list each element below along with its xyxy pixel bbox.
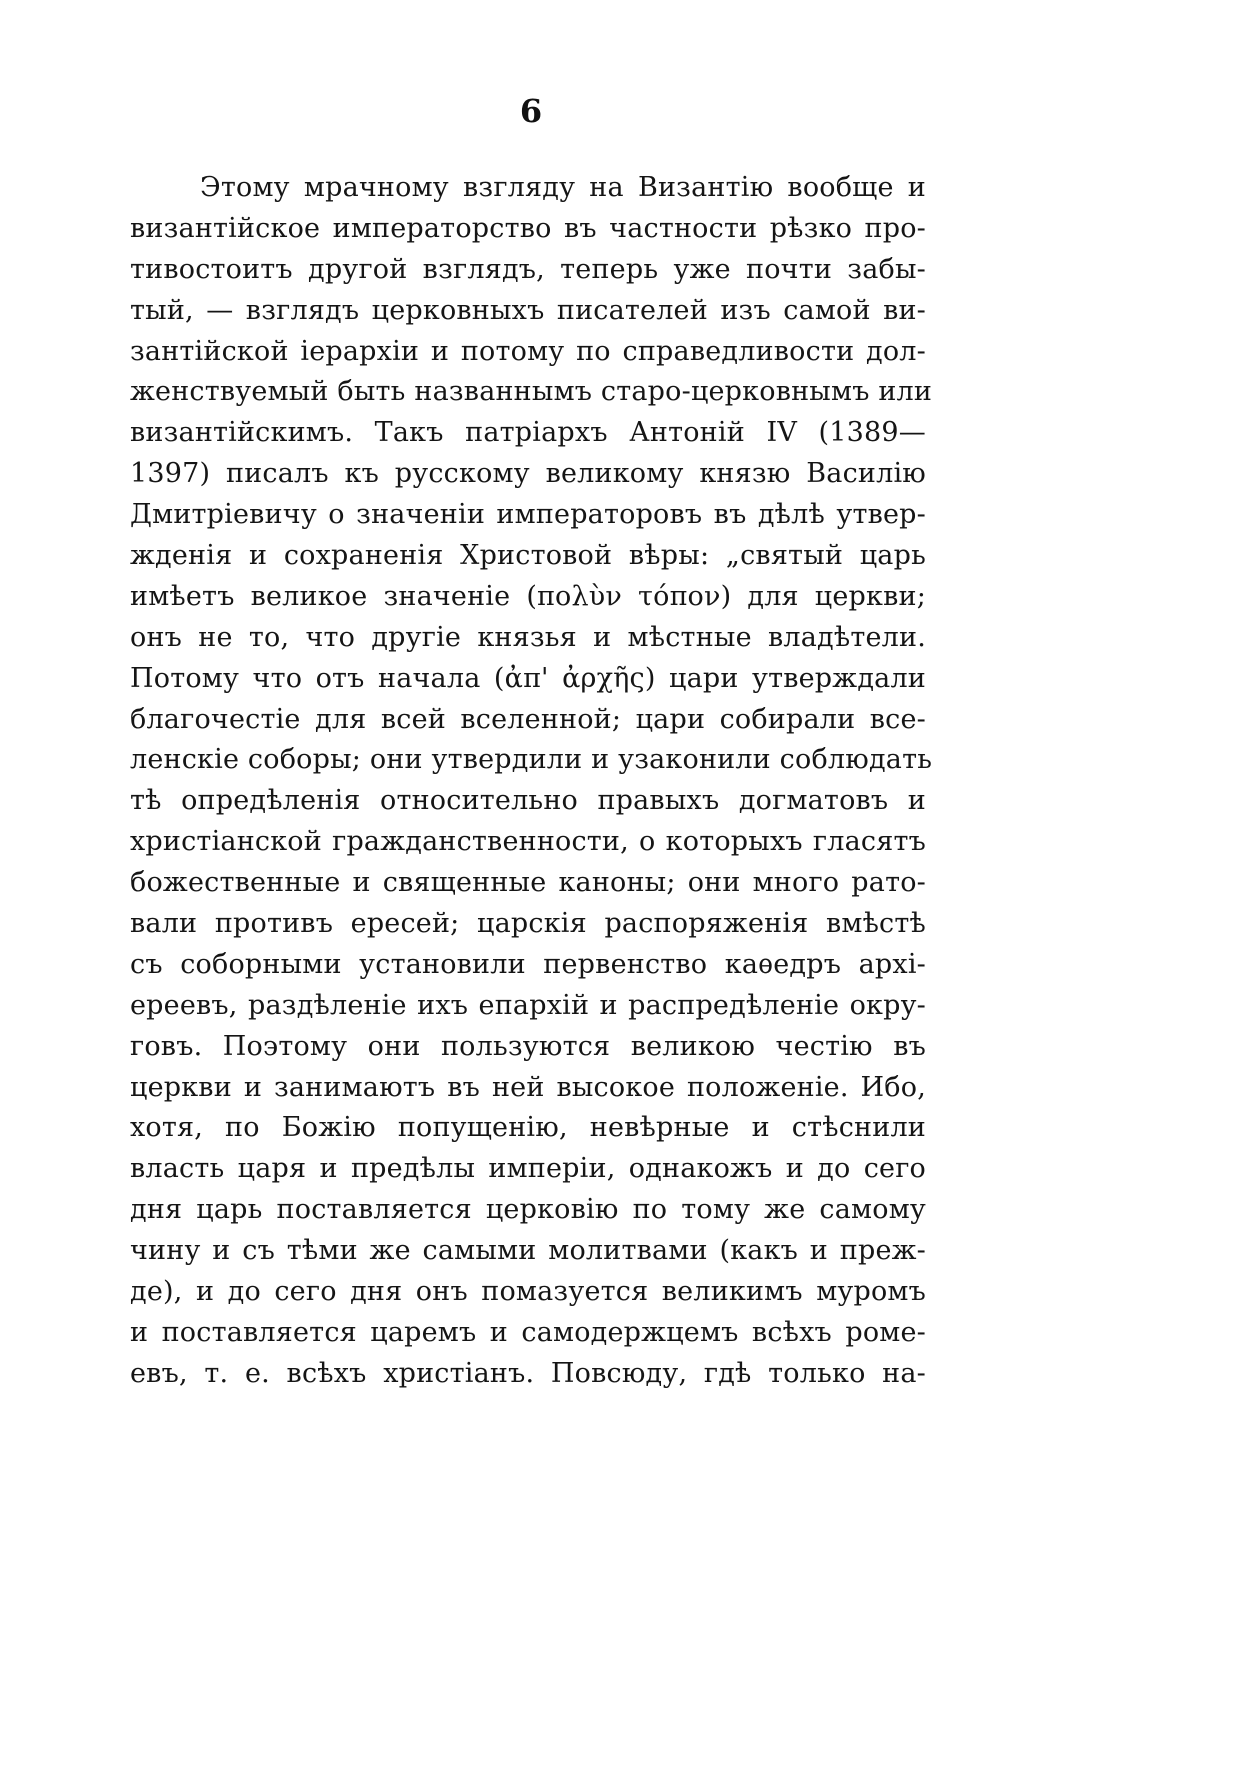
text-line: Этому мрачному взгляду на Византію вообще и: [200, 172, 926, 203]
text-line: дня царь поставляется церковію по тому же самому: [130, 1194, 926, 1226]
text-line: де), и до сего дня онъ помазуется великимъ муромъ: [130, 1276, 926, 1308]
text-line: жденія и сохраненія Христовой вѣры: „святый царь: [130, 540, 926, 572]
text-line: женствуемый быть названнымъ старо-церковнымъ или: [130, 376, 933, 408]
text-line: 1397) писалъ къ русскому великому князю Василію: [130, 458, 926, 490]
text-line: Потому что отъ начала (ἀπ' ἀρχῆς) цари утверждали: [130, 662, 926, 694]
text-line: говъ. Поэтому они пользуются великою честію въ: [130, 1030, 926, 1062]
text-line: тивостоитъ другой взглядъ, теперь уже почти забы-: [130, 253, 926, 285]
text-line: византійское императорство въ частности рѣзко про-: [130, 212, 926, 244]
text-line: ленскіе соборы; они утвердили и узаконили соблюдать: [130, 744, 933, 776]
text-line: византійскимъ. Такъ патріархъ Антоній IV (1389—: [130, 417, 926, 449]
page-number: 6: [519, 92, 543, 130]
text-line: онъ не то, что другіе князья и мѣстные владѣтели.: [130, 621, 926, 653]
text-line: чину и съ тѣми же самыми молитвами (какъ и преж-: [130, 1235, 926, 1267]
text-line: и поставляется царемъ и самодержцемъ всѣхъ роме-: [130, 1316, 926, 1348]
text-line: вали противъ ересей; царскія распоряженія вмѣстѣ: [130, 908, 926, 940]
text-line: съ соборными установили первенство каѳедръ архі-: [130, 948, 926, 980]
text-line: христіанской гражданственности, о которыхъ гласятъ: [130, 826, 926, 858]
body-text: [130, 168, 933, 1395]
text-line: ереевъ, раздѣленіе ихъ епархій и распредѣленіе окру-: [130, 989, 926, 1021]
text-line: божественные и священные каноны; они много рато-: [130, 867, 926, 899]
text-line: евъ, т. е. всѣхъ христіанъ. Повсюду, гдѣ только на-: [130, 1357, 926, 1389]
text-line: благочестіе для всей вселенной; цари собирали все-: [130, 703, 926, 735]
text-line: имѣетъ великое значеніе (πολὺν τόπον) для церкви;: [130, 580, 926, 612]
text-line: тѣ опредѣленія относительно правыхъ догматовъ и: [130, 785, 926, 817]
text-line: Дмитріевичу о значеніи императоровъ въ дѣлѣ утвер-: [130, 499, 926, 531]
text-line: церкви и занимаютъ въ ней высокое положеніе. Ибо,: [130, 1071, 926, 1103]
text-line: тый, — взглядъ церковныхъ писателей изъ самой ви-: [130, 294, 926, 326]
text-line: власть царя и предѣлы имперіи, однакожъ и до сего: [130, 1153, 926, 1185]
text-line: хотя, по Божію попущенію, невѣрные и стѣснили: [130, 1112, 926, 1144]
text-line: зантійской іерархіи и потому по справедливости дол-: [130, 335, 926, 367]
